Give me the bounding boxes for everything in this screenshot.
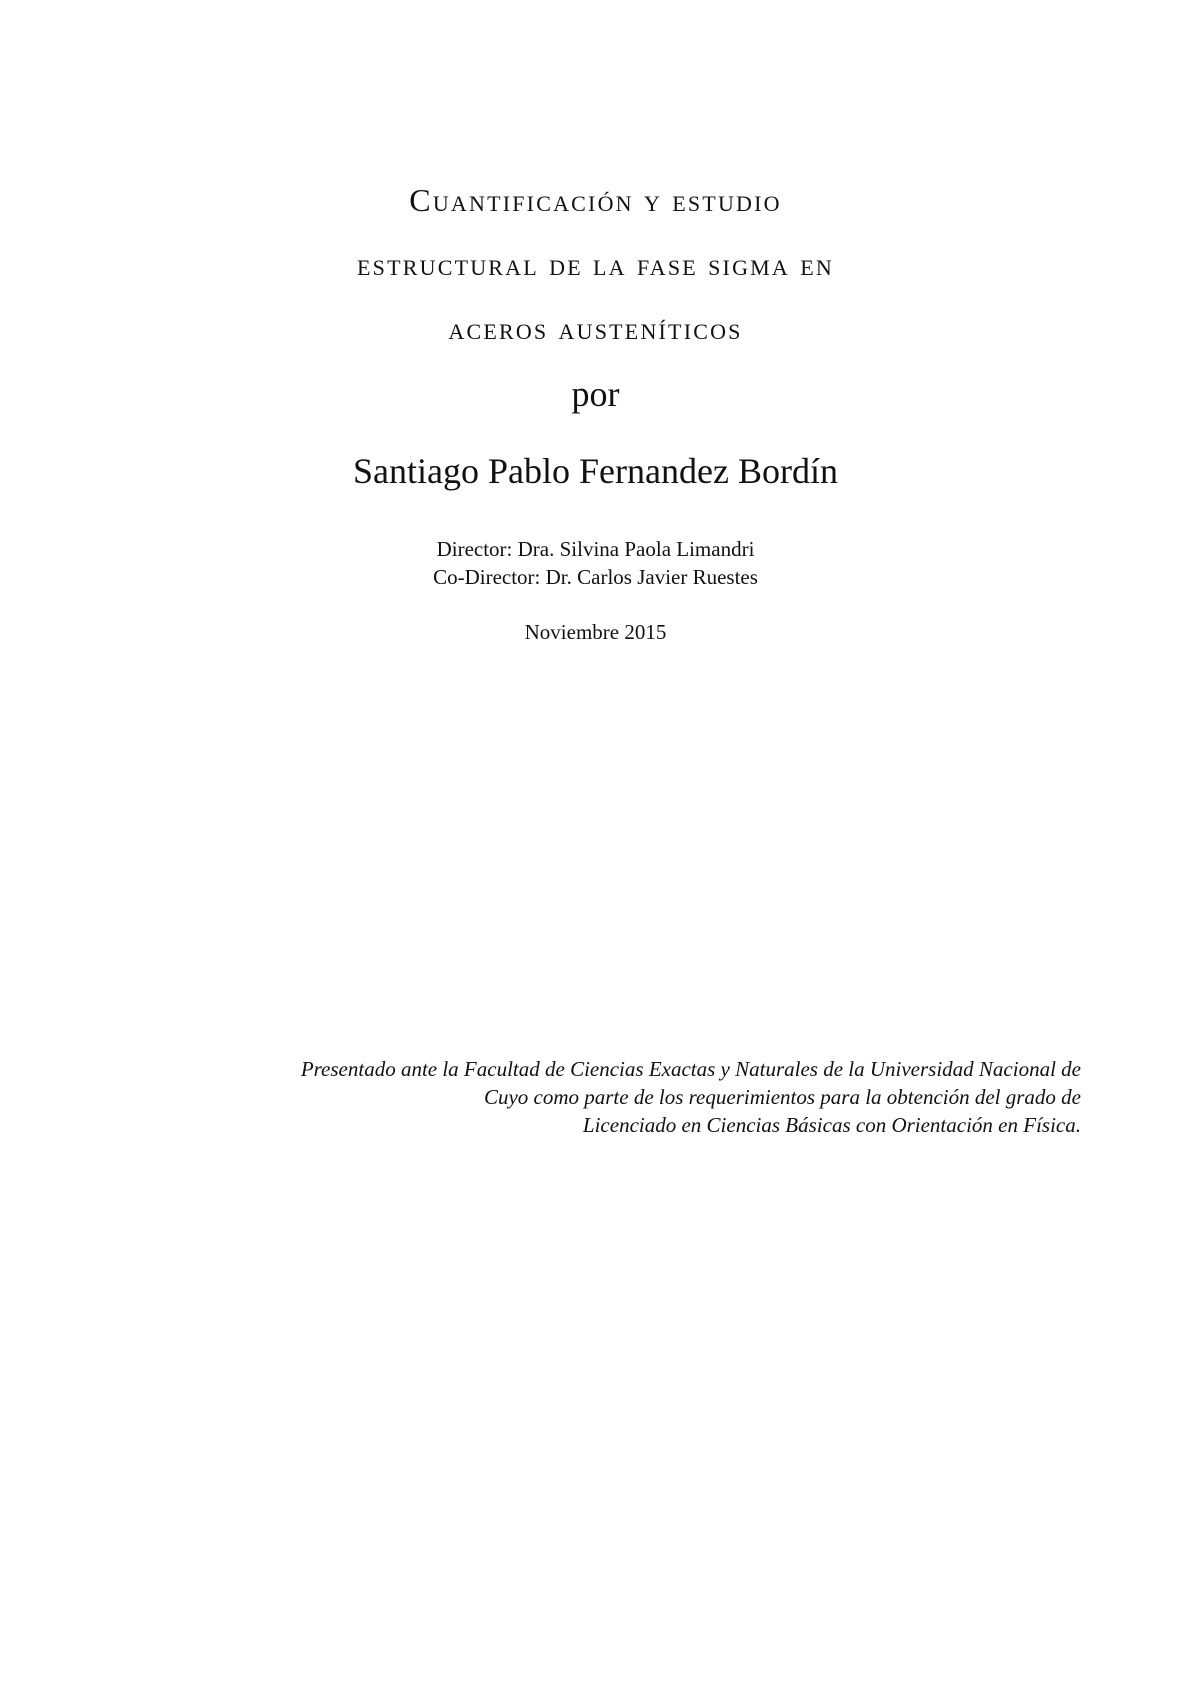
presentation-statement [150,1055,1081,1139]
by-label: por [571,374,620,414]
presentation-line-2: Cuyo como parte de los requerimientos para la obtención del grado de [483,1085,1081,1109]
title-line-1: Cuantificación y estudio [409,182,782,218]
author-name: Santiago Pablo Fernandez Bordín [353,451,838,491]
supervisors [0,535,1191,591]
co-director-line: Co-Director: Dr. Carlos Javier Ruestes [433,565,758,589]
title-line-2: estructural de la fase sigma en [357,246,834,282]
director-line: Director: Dra. Silvina Paola Limandri [436,537,755,561]
title-line-3: aceros austeníticos [448,310,743,346]
presentation-line-3: Licenciado en Ciencias Básicas con Orientación en Física. [582,1113,1081,1137]
presentation-line-1: Presentado ante la Facultad de Ciencias Exactas y Naturales de la Universidad Nacional de [300,1057,1081,1081]
date-line: Noviembre 2015 [524,620,667,644]
thesis-title [0,168,1191,360]
